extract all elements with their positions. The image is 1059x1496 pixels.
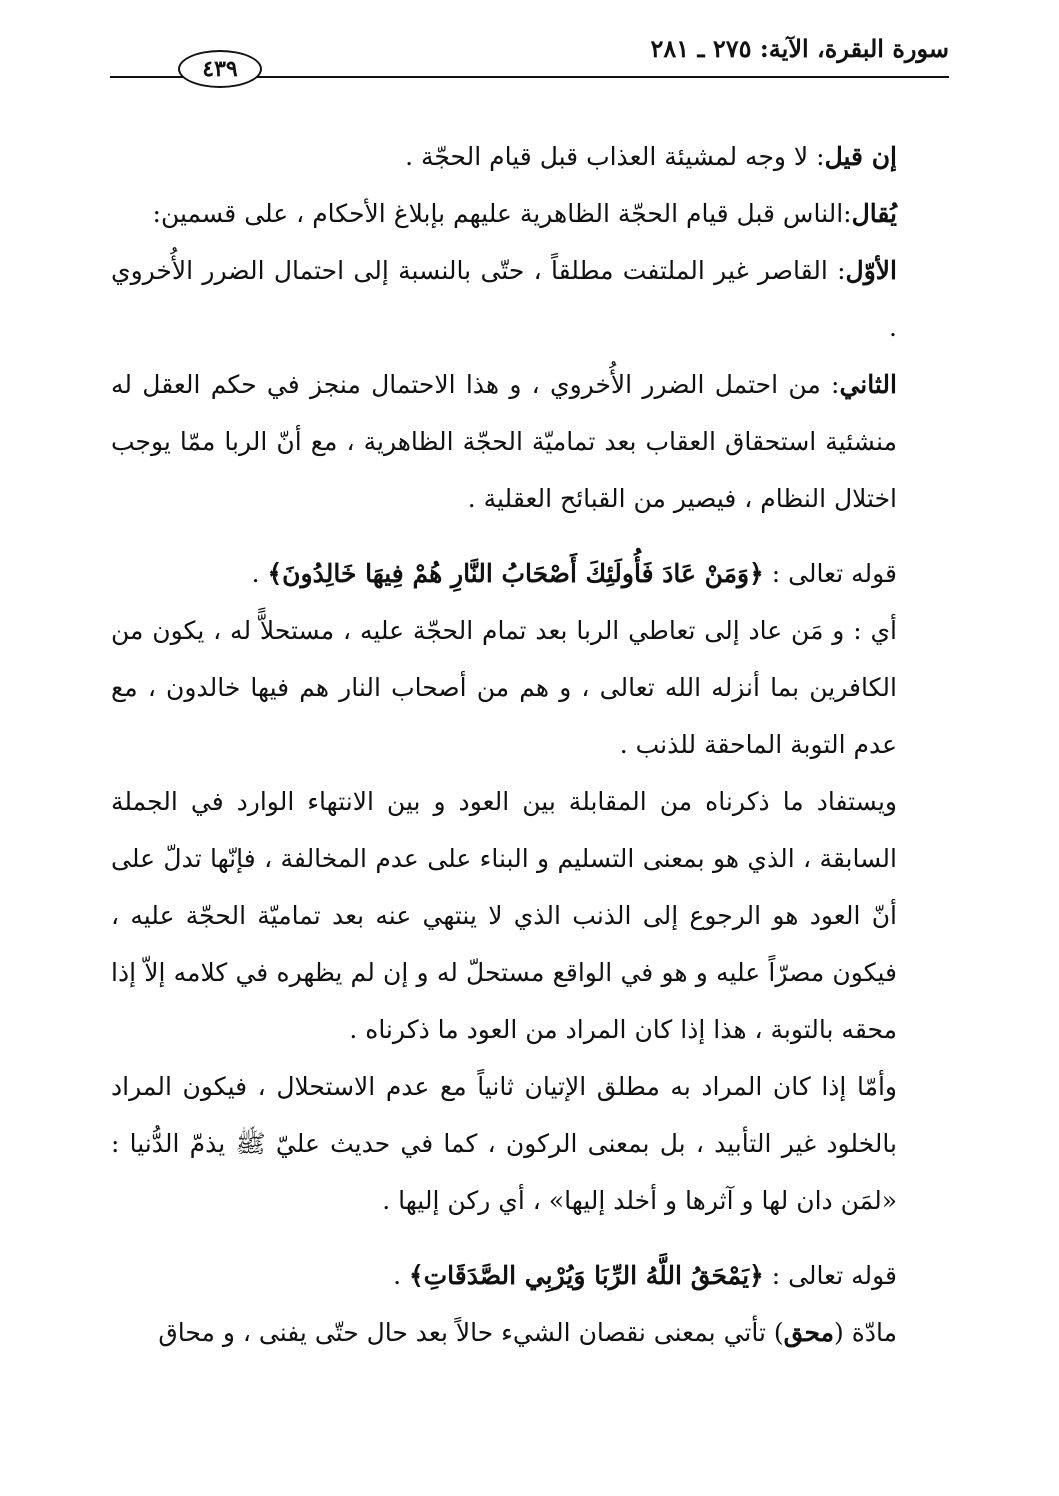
paragraph-lead: الثاني — [839, 370, 897, 399]
paragraph-lead: الأوّل — [845, 256, 897, 285]
running-header-title: سورة البقرة، الآية: ٢٧٥ ـ ٢٨١ — [650, 34, 949, 63]
paragraph-root-meaning — [111, 1304, 949, 1361]
paragraph-text: :الناس قبل قيام الحجّة الظاهرية عليهم بإبلاغ الأحكام ، على قسمين: — [152, 199, 852, 228]
paragraph-text: أي : و مَن عاد إلى تعاطي الربا بعد تمام الحجّة عليه ، مستحلاًّ له ، يكون من الكافرين بما أنزله الله تعالى ، و هم من أصحاب النار هم فيها خالدون ، مع عدم التوبة الماحقة للذنب . — [111, 616, 897, 759]
paragraph-answer — [111, 185, 949, 242]
paragraph-explanation — [111, 602, 949, 773]
paragraph-lead: محق — [783, 1318, 835, 1347]
verse-heading — [111, 1247, 949, 1304]
verse-text: ﴿يَمْحَقُ اللَّهُ الرِّبَا وَيُرْبِي الصَّدَقَاتِ﴾ — [408, 1261, 764, 1290]
paragraph-inference — [111, 773, 949, 1058]
paragraph-first — [111, 242, 949, 356]
paragraph-text: ويستفاد ما ذكرناه من المقابلة بين العود و بين الانتهاء الوارد في الجملة السابقة ، الذي هو بمعنى التسليم و البناء على عدم المخالفة ، فإنّها تدلّ على أنّ العود هو الرجوع إلى الذنب الذي لا ينتهي عنه بعد تماميّة الحجّة عليه ، فيكون مصرّاً عليه و هو في الواقع مستحلّ له و إن لم يظهره في كلامه إلاّ إذا محقه بالتوبة ، هذا إذا كان المراد من العود ما ذكرناه . — [111, 787, 897, 1044]
verse-suffix: . — [251, 559, 268, 588]
verse-prefix: قوله تعالى : — [763, 1261, 897, 1290]
verse-prefix: قوله تعالى : — [763, 559, 897, 588]
paragraph-second — [111, 356, 949, 527]
verse-heading — [111, 545, 949, 602]
paragraph-lead: يُقال — [851, 199, 897, 228]
paragraph-text: : من احتمل الضرر الأُخروي ، و هذا الاحتمال منجز في حكم العقل له منشئية استحقاق العقاب بعد تماميّة الحجّة الظاهرية ، مع أنّ الربا ممّا يوجب اختلال النظام ، فيصير من القبائح العقلية . — [111, 370, 897, 513]
paragraph-lead: إن قيل — [824, 142, 897, 171]
verse-text: ﴿وَمَنْ عَادَ فَأُولَئِكَ أَصْحَابُ النَّارِ هُمْ فِيهَا خَالِدُونَ﴾ — [267, 559, 764, 588]
paragraph-text: وأمّا إذا كان المراد به مطلق الإتيان ثانياً مع عدم الاستحلال ، فيكون المراد بالخلود غير التأبيد ، بل بمعنى الركون ، كما في حديث عليّ ﷺ يذمّ الدُّنيا : «لمَن دان لها و آثرها و أخلد إليها» ، أي ركن إليها . — [111, 1072, 897, 1215]
paragraph-objection — [111, 128, 949, 185]
paragraph-alternative — [111, 1058, 949, 1229]
paragraph-text: : القاصر غير الملتفت مطلقاً ، حتّى بالنسبة إلى احتمال الضرر الأُخروي . — [111, 256, 897, 342]
paragraph-text: ) تأتي بمعنى نقصان الشيء حالاً بعد حال حتّى يفنى ، و محاق — [158, 1318, 784, 1347]
verse-suffix: . — [393, 1261, 409, 1290]
body-text — [111, 128, 949, 1361]
page-number: ٤٣٩ — [178, 50, 262, 88]
paragraph-text-before: مادّة ( — [834, 1318, 897, 1347]
paragraph-text: : لا وجه لمشيئة العذاب قبل قيام الحجّة . — [405, 142, 825, 171]
